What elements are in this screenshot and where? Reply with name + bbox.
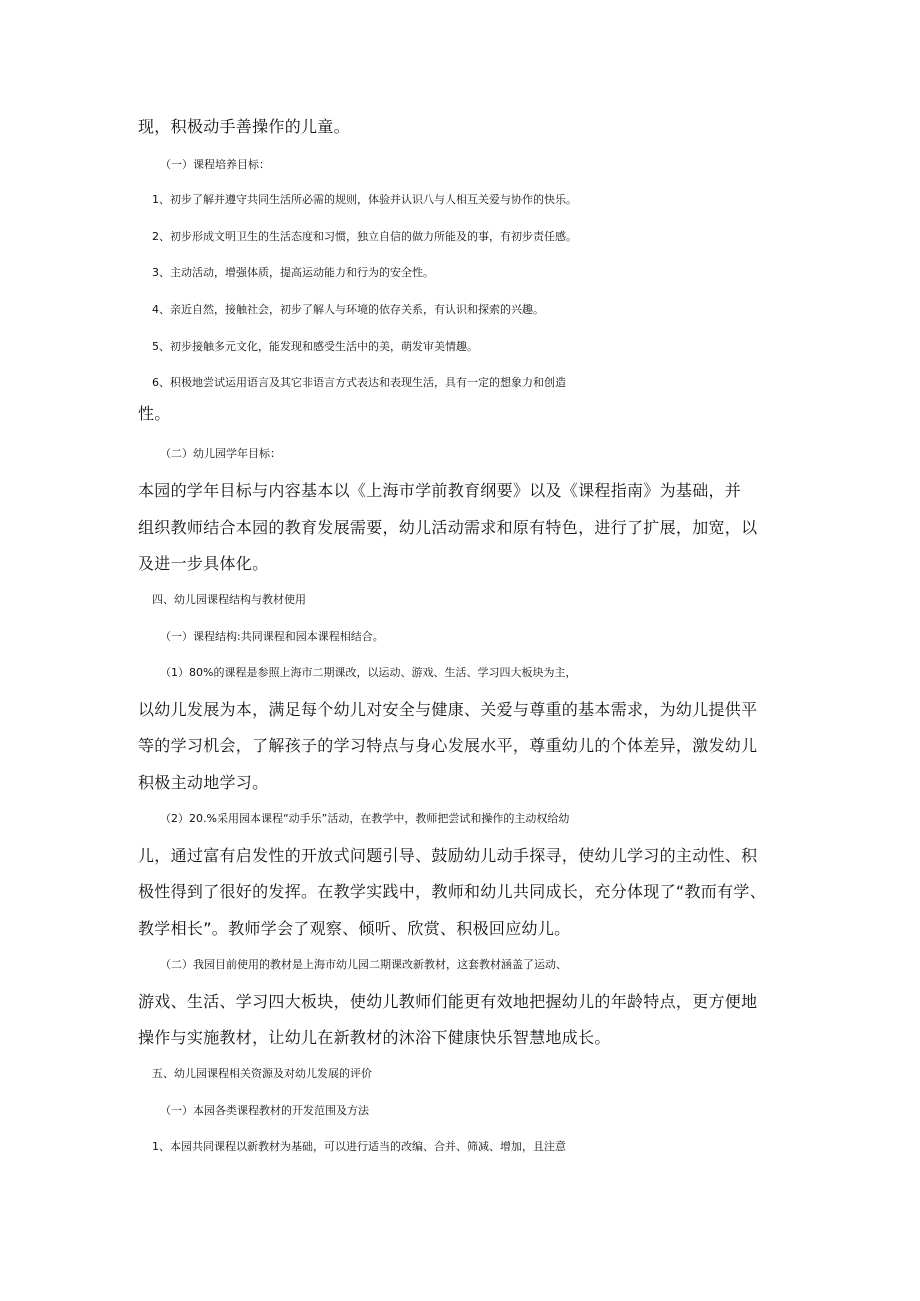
list-item: 2、初步形成文明卫生的生活态度和习惯，独立自信的做力所能及的事，有初步责任感。 — [152, 230, 577, 243]
paragraph-line: 本园的学年目标与内容基本以《上海市学前教育纲要》以及《课程指南》为基础，并 — [138, 481, 742, 500]
list-item: 1、本园共同课程以新教材为基础，可以进行适当的改编、合并、筛减、增加，且注意 — [152, 1140, 566, 1153]
section-heading: （一）课程培养目标： — [160, 158, 270, 171]
paragraph-line: 极性得到了很好的发挥。在教学实践中，教师和幼儿共同成长，充分体现了“教而有学、 — [138, 882, 766, 901]
section-heading: 四、幼儿园课程结构与教材使用 — [152, 593, 306, 606]
section-heading: （二）幼儿园学年目标： — [160, 447, 281, 460]
paragraph-line: （2）20.%采用园本课程“动手乐”活动，在教学中，教师把尝试和操作的主动权给幼 — [160, 812, 570, 825]
paragraph-line: 以幼儿发展为本，满足每个幼儿对安全与健康、关爱与尊重的基本需求，为幼儿提供平 — [138, 700, 758, 719]
section-heading: 五、幼儿园课程相关资源及对幼儿发展的评价 — [152, 1067, 372, 1080]
paragraph-line: 操作与实施教材，让幼儿在新教材的沐浴下健康快乐智慧地成长。 — [138, 1028, 611, 1047]
list-item: 5、初步接触多元文化，能发现和感受生活中的美，萌发审美情趣。 — [152, 340, 478, 353]
paragraph-line: （1）80%的课程是参照上海市二期课改，以运动、游戏、生活、学习四大板块为主， — [160, 666, 577, 679]
list-item: 6、积极地尝试运用语言及其它非语言方式表达和表现生活，具有一定的想象力和创造 — [152, 376, 566, 389]
section-heading: （一）本园各类课程教材的开发范围及方法 — [160, 1104, 369, 1117]
paragraph-line: （二）我园目前使用的教材是上海市幼儿园二期课改新教材，这套教材涵盖了运动、 — [160, 958, 567, 971]
list-item: 1、初步了解并遵守共同生活所必需的规则，体验并认识八与人相互关爱与协作的快乐。 — [152, 193, 577, 206]
list-item: 4、亲近自然，接触社会，初步了解人与环境的依存关系，有认识和探索的兴趣。 — [152, 303, 544, 316]
paragraph-line: 等的学习机会，了解孩子的学习特点与身心发展水平，尊重幼儿的个体差异，激发幼儿 — [138, 736, 758, 755]
paragraph-line: 及进一步具体化。 — [138, 554, 269, 573]
paragraph-line: 现，积极动手善操作的儿童。 — [138, 117, 350, 136]
paragraph-line: 性。 — [138, 404, 171, 423]
paragraph-line: 组织教师结合本园的教育发展需要，幼儿活动需求和原有特色，进行了扩展，加宽，以 — [138, 518, 758, 537]
paragraph-line: 积极主动地学习。 — [138, 773, 269, 792]
paragraph-line: 儿，通过富有启发性的开放式问题引导、鼓励幼儿动手探寻，使幼儿学习的主动性、积 — [138, 846, 758, 865]
section-heading: （一）课程结构:共同课程和园本课程相结合。 — [160, 630, 384, 643]
paragraph-line: 游戏、生活、学习四大板块，使幼儿教师们能更有效地把握幼儿的年龄特点，更方便地 — [138, 992, 758, 1011]
list-item: 3、主动活动，增强体质，提高运动能力和行为的安全性。 — [152, 266, 434, 279]
paragraph-line: 教学相长”。教师学会了观察、倾听、欣赏、积极回应幼儿。 — [138, 919, 571, 938]
